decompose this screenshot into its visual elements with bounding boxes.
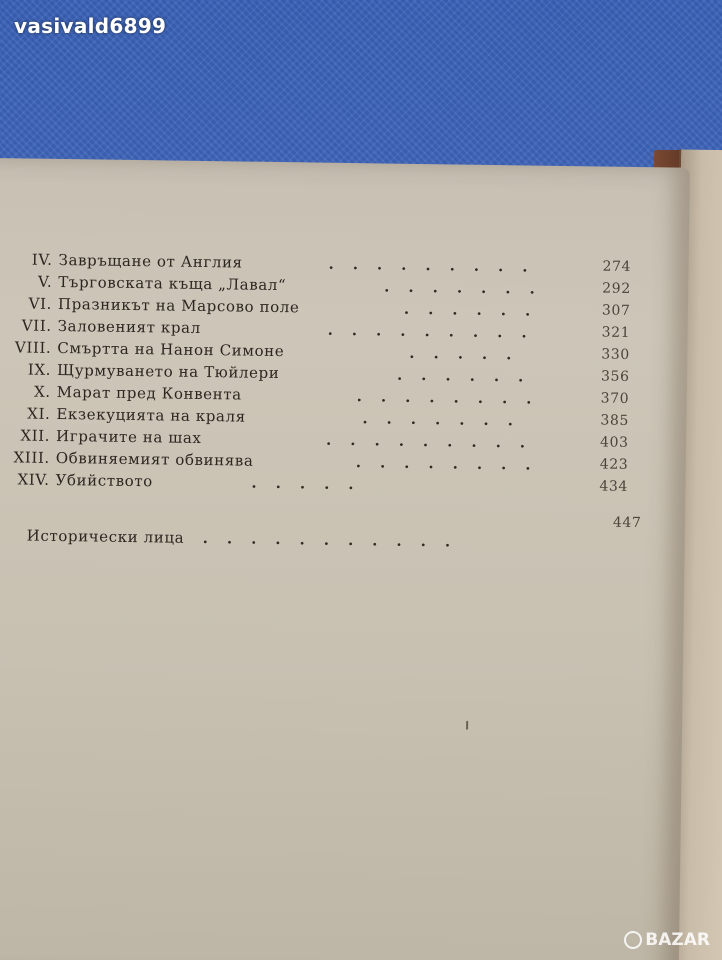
leader-dots: .........	[328, 254, 547, 276]
table-of-contents	[0, 158, 690, 960]
leader-dots: .......	[384, 277, 554, 298]
leader-dots: .......	[362, 409, 533, 430]
page-number: 330	[601, 346, 630, 363]
logo-circle-icon	[624, 931, 642, 949]
chapter-title: Завръщане от Англия	[58, 250, 243, 272]
chapter-title: Убийството	[55, 470, 154, 491]
seller-watermark: vasivald6899	[14, 14, 167, 38]
toc-entry	[0, 316, 631, 342]
chapter-numeral: XIV.	[17, 470, 50, 489]
page-number: 370	[600, 390, 630, 407]
leader-dots: ...........	[202, 529, 470, 551]
chapter-title: Търговската къща „Лавал“	[58, 272, 287, 295]
page-number: 423	[599, 456, 629, 473]
toc-appendix	[26, 514, 642, 551]
toc-entry	[0, 426, 629, 452]
chapter-numeral: XII.	[20, 426, 51, 445]
chapter-title: Играчите на шах	[55, 426, 202, 447]
leader-dots: ........	[355, 453, 550, 474]
leader-dots: .........	[327, 320, 546, 342]
chapter-title: Празникът на Марсово поле	[57, 294, 300, 317]
chapter-numeral: XI.	[27, 404, 51, 423]
chapter-numeral: IX.	[27, 360, 52, 379]
page-number: 292	[602, 280, 631, 297]
chapter-numeral: VII.	[21, 316, 52, 335]
page-number: 356	[600, 368, 630, 385]
chapter-title: Екзекуцията на краля	[56, 404, 246, 426]
toc-entry	[0, 470, 629, 495]
leader-dots: .....	[409, 343, 531, 364]
leader-dots: .........	[325, 430, 545, 452]
page-number: 307	[601, 302, 631, 319]
chapter-numeral: IV.	[31, 250, 53, 269]
chapter-numeral: VIII.	[14, 338, 52, 357]
paper-mark	[466, 721, 468, 730]
leader-dots: ......	[396, 365, 543, 386]
chapter-title: Смъртта на Нанон Симоне	[57, 338, 285, 361]
marketplace-logo	[624, 930, 710, 950]
book-page	[0, 158, 690, 960]
page-number: 385	[600, 412, 630, 429]
chapter-title: Обвиняемият обвинява	[55, 448, 254, 470]
page-number: 403	[599, 434, 629, 451]
page-number: 447	[612, 514, 642, 532]
page-number: 274	[602, 258, 632, 275]
page-number: 434	[599, 478, 629, 495]
leader-dots: ......	[403, 299, 550, 320]
chapter-numeral: X.	[33, 382, 51, 401]
chapter-title: Щурмуването на Тюйлери	[56, 360, 280, 383]
chapter-title: Марат пред Конвента	[56, 382, 242, 404]
leader-dots: .....	[251, 473, 373, 494]
chapter-title: Заловеният крал	[57, 316, 201, 337]
page-number: 321	[601, 324, 631, 341]
appendix-title: Исторически лица	[26, 526, 185, 547]
logo-text: BAZAR	[645, 930, 710, 950]
chapter-numeral: XIII.	[13, 448, 50, 467]
chapter-numeral: V.	[37, 272, 53, 291]
leader-dots: ........	[356, 387, 551, 408]
chapter-numeral: VI.	[28, 294, 53, 313]
